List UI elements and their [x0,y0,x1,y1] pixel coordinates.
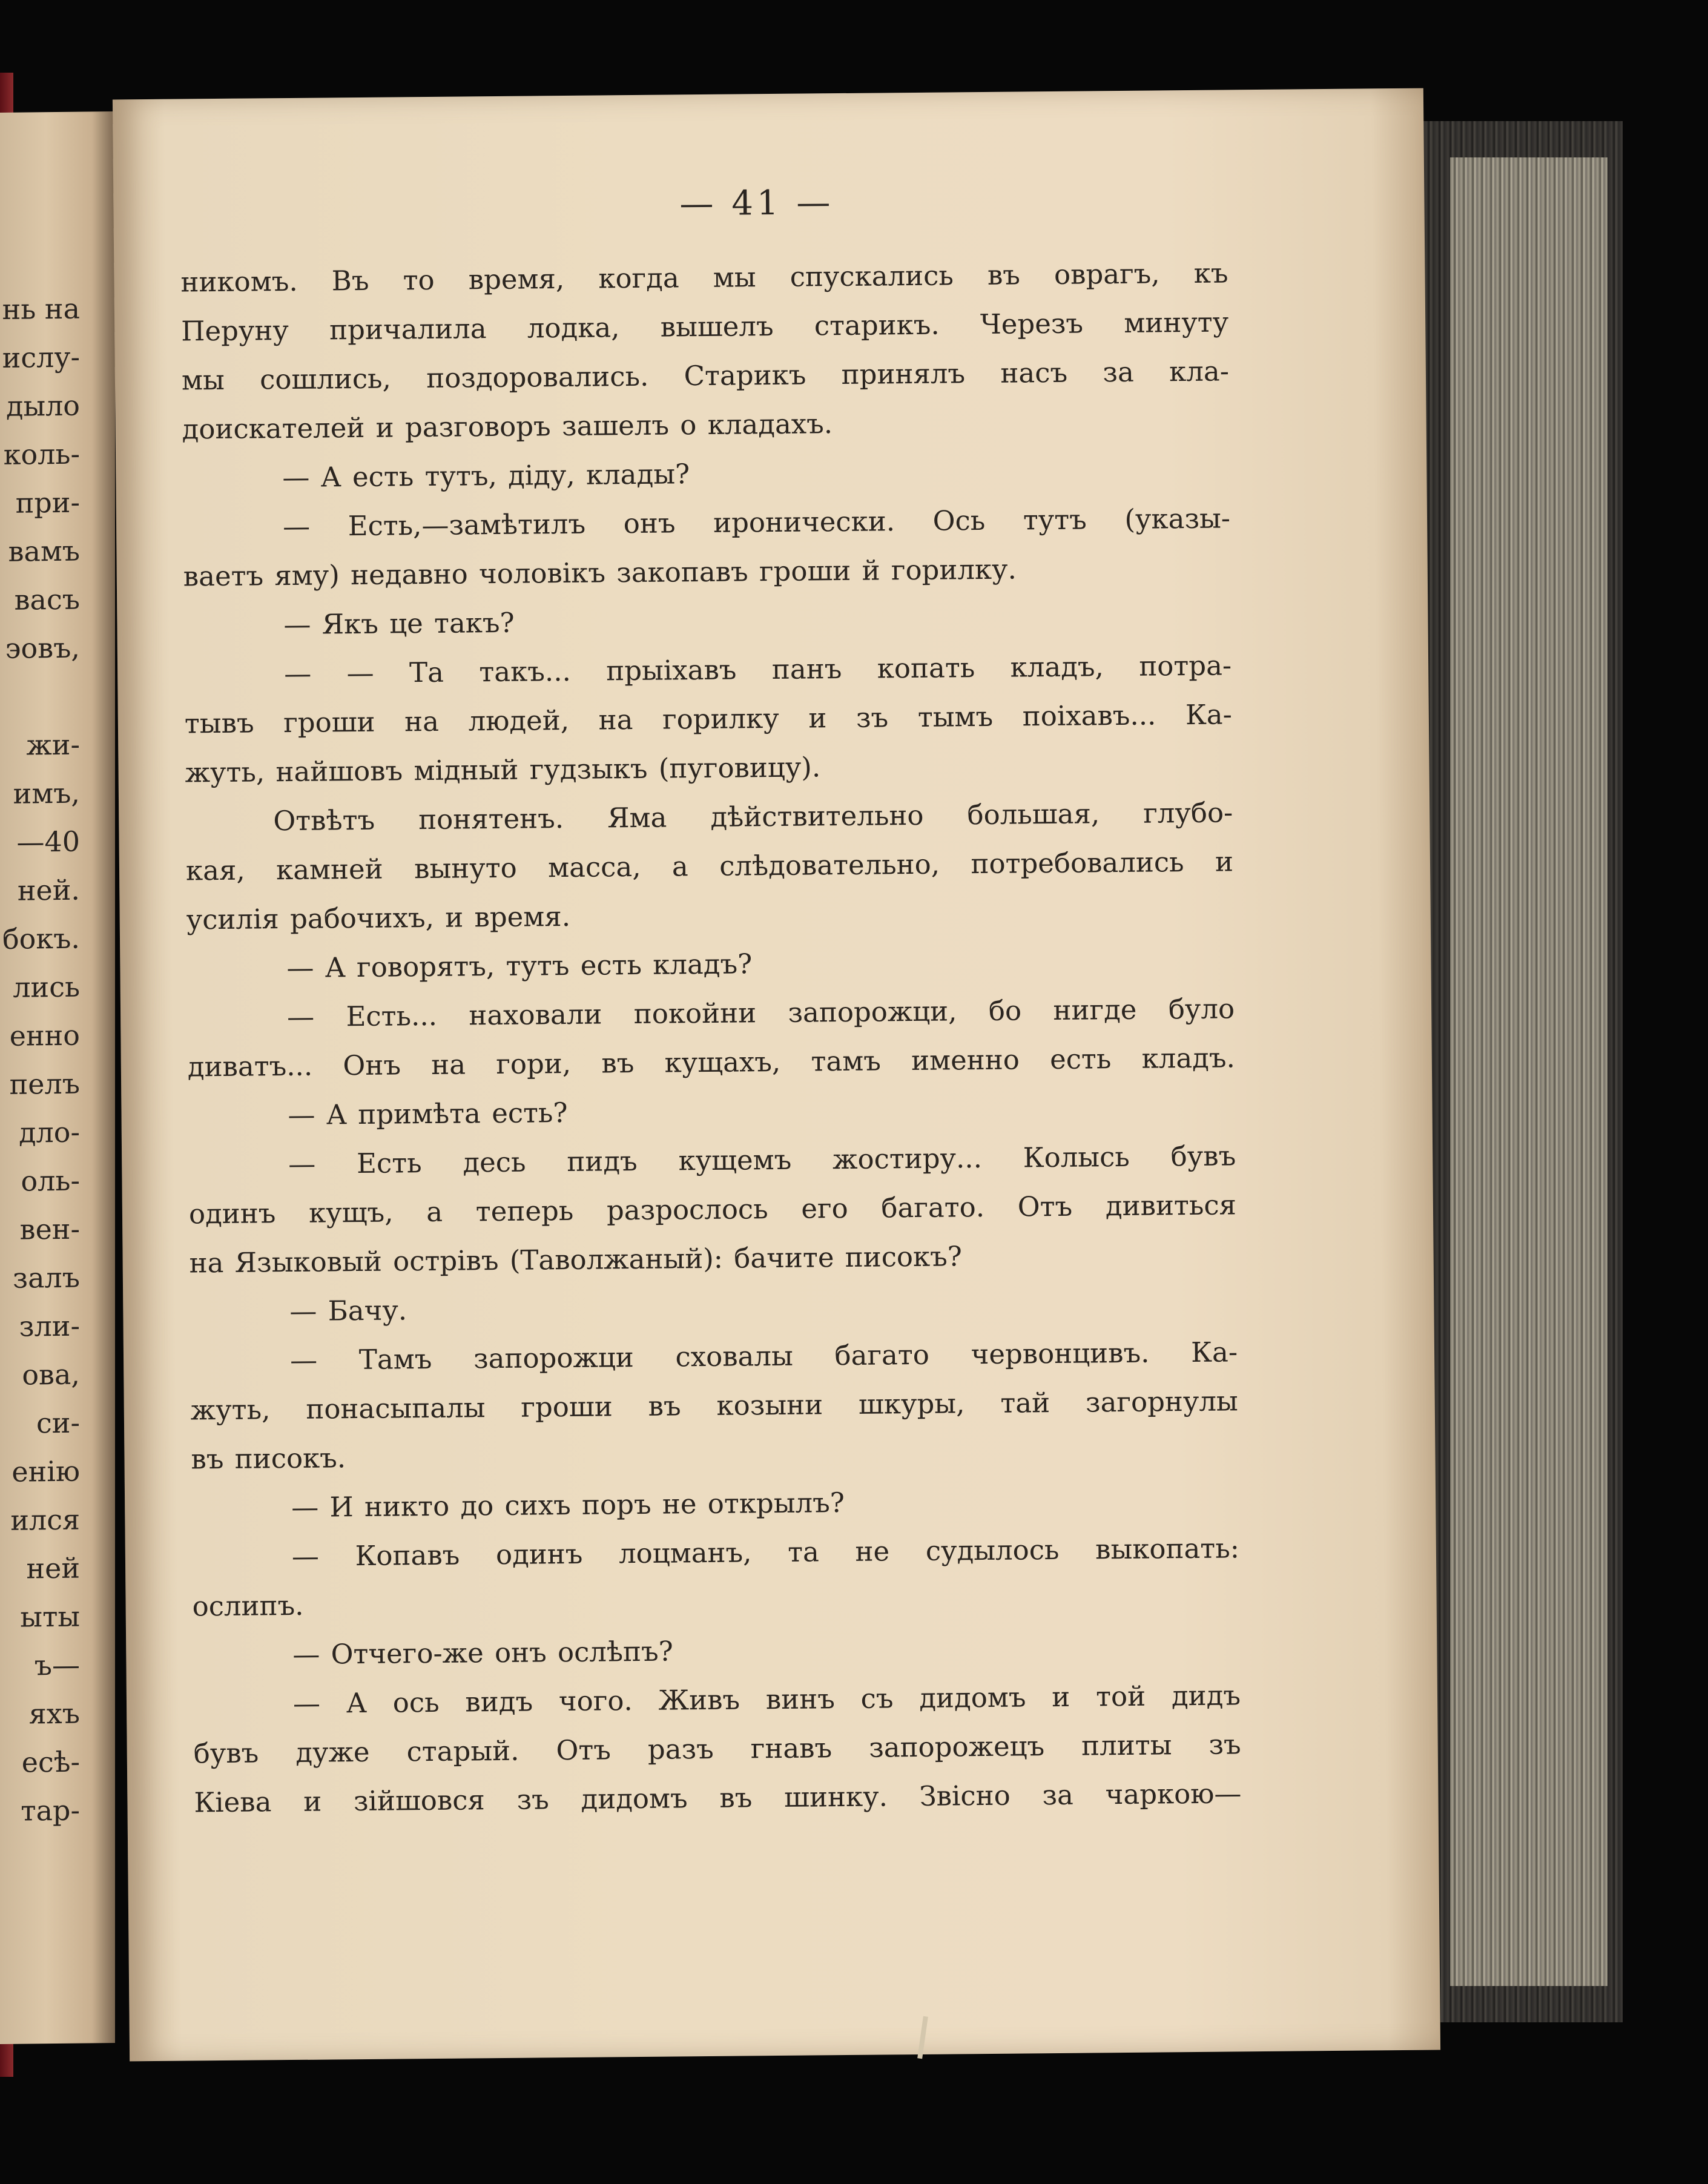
left-fragment: лись [13,970,80,1004]
text-line: — Копавъ одинъ лоцманъ, та не судылось выкопать: [291,1532,1240,1573]
text-line: ослипъ. [192,1589,304,1623]
left-fragment: вен- [19,1212,80,1246]
left-fragment: нь на [2,292,80,326]
text-line: Отвѣтъ понятенъ. Яма дѣйствительно большая, глубо- [273,796,1233,837]
left-fragment: ова, [22,1358,80,1391]
text-line: — И никто до сихъ поръ не открылъ? [291,1486,845,1524]
text-line: — Якъ це такъ? [283,606,515,641]
text-line: бувъ дуже старый. Отъ разъ гнавъ запорожецъ плиты зъ [193,1728,1241,1770]
text-line: диватъ... Онъ на гори, въ кущахъ, тамъ именно есть кладъ. [187,1041,1236,1083]
text-line: — Тамъ запорожци сховалы багато червонцивъ. Ка- [289,1336,1238,1377]
body-text [180,248,1242,1827]
text-line: жуть, найшовъ мідный гудзыкъ (пуговицу). [185,751,821,789]
left-fragment: есѣ- [21,1745,80,1779]
left-page-text-fragments [0,285,80,1835]
left-fragment: пелъ [9,1067,80,1101]
left-fragment: дыло [6,389,80,423]
text-line: кая, камней вынуто масса, а слѣдовательно, потребовались и [185,845,1234,887]
left-fragment: тар- [21,1793,80,1827]
text-line: никомъ. Въ то время, когда мы спускались въ оврагъ, къ [180,257,1228,299]
left-fragment: ней. [17,873,80,907]
text-line: — А есть тутъ, діду, клады? [282,458,690,494]
text-line: мы сошлись, поздоровались. Старикъ принялъ насъ за кла- [181,355,1230,397]
text-line: Кіева и зійшовся зъ дидомъ въ шинку. Звісно за чаркою— [194,1777,1242,1819]
text-line: тывъ гроши на людей, на горилку и зъ тымъ поіхавъ... Ка- [184,698,1233,740]
left-fragment: васъ [14,582,80,616]
text-line: — Есть десь пидъ кущемъ жостиру... Колысь бувъ [288,1140,1236,1181]
left-fragment: зли- [19,1309,80,1343]
text-line: въ писокъ. [191,1442,346,1476]
left-fragment: яхъ [28,1697,80,1730]
left-fragment: ыты [20,1600,80,1634]
text-line: ваетъ яму) недавно чоловікъ закопавъ гроши й горилку. [183,553,1017,593]
page-number: — 41 — [679,183,834,224]
left-fragment: ислу- [2,340,80,374]
left-fragment: оль- [21,1164,80,1198]
text-line: на Языковый острівъ (Таволжаный): бачите писокъ? [189,1240,963,1279]
text-line: одинъ кущъ, а теперь разрослось его багато. Отъ дивиться [188,1189,1237,1230]
text-line: усилія рабочихъ, и время. [186,900,571,936]
left-fragment: енію [12,1454,80,1488]
left-fragment: си- [36,1406,80,1440]
left-fragment: дло- [19,1115,80,1149]
text-line: Перуну причалила лодка, вышелъ старикъ. Черезъ минуту [181,306,1229,348]
text-line: — — Та такъ... прыіхавъ панъ копать кладъ, потра- [283,649,1232,690]
left-fragment: залъ [12,1261,80,1295]
text-line: — А говорятъ, тутъ есть кладъ? [286,948,753,985]
left-fragment: коль- [3,437,80,471]
text-line: — А ось видъ чого. Живъ винъ съ дидомъ и той дидъ [292,1679,1241,1720]
left-fragment: бокъ. [2,922,80,955]
left-fragment: енно [9,1018,80,1052]
text-line: — Есть,—замѣтилъ онъ иронически. Ось тутъ (указы- [282,502,1231,543]
text-line: — Есть... наховали покойни запорожци, бо нигде було [286,992,1235,1034]
left-fragment: —40 [16,825,80,859]
text-line: жуть, понасыпалы гроши въ козыни шкуры, тай загорнулы [190,1385,1238,1427]
left-fragment: при- [15,486,80,520]
left-fragment [0,672,80,721]
text-line: — Отчего-же онъ ослѣпъ? [292,1635,674,1671]
left-fragment: ъ— [34,1648,80,1682]
left-fragment: ней [26,1551,80,1585]
text-line: — Бачу. [289,1294,407,1328]
page-stack-paper-edges [1450,157,1607,1986]
left-page [0,111,115,2044]
text-line: — А примѣта есть? [288,1097,568,1132]
left-fragment: эовъ, [5,631,80,665]
left-fragment: имъ, [13,776,80,810]
left-fragment: вамъ [8,534,80,568]
left-fragment: жи- [26,728,80,762]
main-page [113,88,1440,2062]
text-line: доискателей и разговоръ зашелъ о кладахъ. [182,407,833,446]
left-fragment: ился [10,1503,80,1537]
